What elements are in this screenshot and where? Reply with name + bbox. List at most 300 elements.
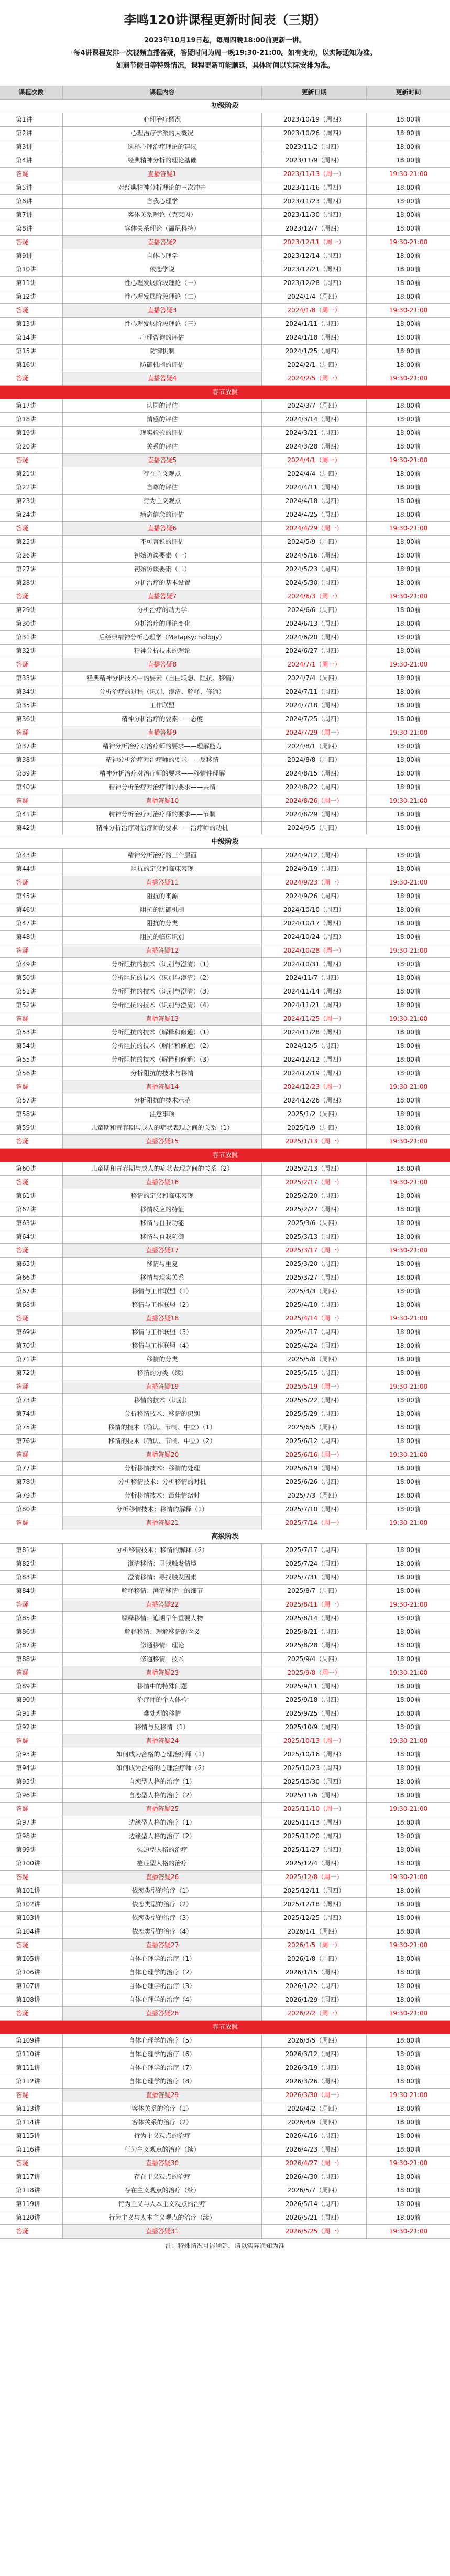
session-number: 第72讲 bbox=[0, 1367, 63, 1380]
update-date: 2024/4/29（周一） bbox=[262, 522, 367, 535]
update-date: 2024/12/26（周四） bbox=[262, 1094, 367, 1107]
update-time: 19:30-21:00 bbox=[389, 1383, 428, 1390]
session-number: 第21讲 bbox=[0, 467, 63, 481]
session-number: 答疑 bbox=[0, 876, 63, 889]
session-content: 精神分析治疗的三个层面 bbox=[63, 849, 262, 862]
update-date: 2025/11/13（周四） bbox=[262, 1816, 367, 1829]
session-number: 第9讲 bbox=[0, 249, 63, 263]
session-content: 病态信念的评估 bbox=[63, 508, 262, 521]
update-date: 2025/4/17（周四） bbox=[262, 1326, 367, 1339]
session-number: 答疑 bbox=[0, 944, 63, 957]
update-date: 2024/11/7（周四） bbox=[262, 972, 367, 985]
update-time: 18:00前 bbox=[396, 783, 421, 791]
update-time: 18:00前 bbox=[396, 702, 421, 709]
lecture-row bbox=[0, 1748, 450, 1762]
lecture-row bbox=[0, 467, 450, 481]
lecture-row bbox=[0, 1339, 450, 1353]
session-number: 第38讲 bbox=[0, 754, 63, 767]
update-date: 2025/11/10（周一） bbox=[262, 1803, 367, 1816]
update-time: 18:00前 bbox=[396, 1778, 421, 1785]
session-content: 直播答疑30 bbox=[63, 2157, 262, 2170]
session-number: 第96讲 bbox=[0, 1789, 63, 1802]
update-time: 18:00前 bbox=[396, 906, 421, 913]
session-number: 第69讲 bbox=[0, 1326, 63, 1339]
holiday-break-row bbox=[0, 2021, 450, 2034]
lecture-row bbox=[0, 1857, 450, 1871]
update-time: 18:00前 bbox=[396, 2037, 421, 2044]
update-date: 2024/5/23（周四） bbox=[262, 563, 367, 576]
session-content: 移情与反移情（1） bbox=[63, 1721, 262, 1734]
session-number: 第70讲 bbox=[0, 1339, 63, 1352]
session-number: 第60讲 bbox=[0, 1162, 63, 1175]
stage-title: 高级阶段 bbox=[211, 1533, 239, 1541]
session-content: 移情反应的特征 bbox=[63, 1203, 262, 1216]
session-content: 不可言说的评估 bbox=[63, 536, 262, 549]
session-number: 第77讲 bbox=[0, 1462, 63, 1475]
update-date: 2025/4/10（周四） bbox=[262, 1298, 367, 1312]
qa-session-row bbox=[0, 1448, 450, 1462]
update-date: 2026/1/5（周一） bbox=[262, 1939, 367, 1952]
update-time: 18:00前 bbox=[396, 293, 421, 300]
session-content: 直播答疑10 bbox=[63, 794, 262, 807]
session-content: 客体关系理论（温尼科特） bbox=[63, 222, 262, 235]
session-number: 第112讲 bbox=[0, 2075, 63, 2088]
update-date: 2024/3/28（周四） bbox=[262, 440, 367, 453]
update-date: 2025/10/9（周四） bbox=[262, 1721, 367, 1734]
update-time: 18:00前 bbox=[396, 1369, 421, 1377]
lecture-row bbox=[0, 222, 450, 236]
session-number: 第28讲 bbox=[0, 576, 63, 590]
session-number: 第46讲 bbox=[0, 903, 63, 916]
session-number: 第12讲 bbox=[0, 290, 63, 303]
lecture-row bbox=[0, 1203, 450, 1217]
update-date: 2025/5/15（周四） bbox=[262, 1367, 367, 1380]
update-time: 19:30-21:00 bbox=[389, 729, 428, 736]
lecture-row bbox=[0, 154, 450, 168]
lecture-row bbox=[0, 604, 450, 617]
update-date: 2024/1/4（周四） bbox=[262, 290, 367, 303]
session-content: 情感的评估 bbox=[63, 413, 262, 426]
update-time: 18:00前 bbox=[396, 1628, 421, 1635]
update-date: 2025/7/3（周四） bbox=[262, 1489, 367, 1502]
session-number: 第90讲 bbox=[0, 1694, 63, 1707]
session-content: 移情与现实关系 bbox=[63, 1271, 262, 1284]
session-content: 行为主义观点 bbox=[63, 495, 262, 508]
session-number: 第11讲 bbox=[0, 277, 63, 290]
update-date: 2026/4/30（周四） bbox=[262, 2170, 367, 2184]
update-date: 2026/1/22（周四） bbox=[262, 1980, 367, 1993]
update-date: 2025/5/29（周四） bbox=[262, 1407, 367, 1421]
qa-session-row bbox=[0, 590, 450, 604]
update-date: 2023/12/7（周四） bbox=[262, 222, 367, 235]
header-date: 更新日期 bbox=[262, 86, 367, 99]
update-date: 2024/6/6（周四） bbox=[262, 604, 367, 617]
session-number: 第64讲 bbox=[0, 1230, 63, 1243]
holiday-break-label: 春节放假 bbox=[212, 1151, 238, 1159]
session-number: 第93讲 bbox=[0, 1748, 63, 1761]
update-date: 2024/8/26（周一） bbox=[262, 794, 367, 807]
session-content: 直播答疑14 bbox=[63, 1080, 262, 1094]
lecture-row bbox=[0, 1162, 450, 1176]
session-content: 移情的技术（识别） bbox=[63, 1394, 262, 1407]
session-content: 强迫型人格的治疗 bbox=[63, 1843, 262, 1857]
update-time: 18:00前 bbox=[396, 647, 421, 654]
update-time: 18:00前 bbox=[396, 1832, 421, 1840]
update-time: 18:00前 bbox=[396, 1546, 421, 1554]
stage-header-row bbox=[0, 835, 450, 849]
session-content: 行为主义观点的治疗 bbox=[63, 2130, 262, 2143]
lecture-row bbox=[0, 1721, 450, 1734]
update-time: 18:00前 bbox=[396, 1328, 421, 1336]
update-date: 2024/6/3（周一） bbox=[262, 590, 367, 603]
session-content: 精神分析治疗对治疗师的要求——治疗师的动机 bbox=[63, 822, 262, 835]
lecture-row bbox=[0, 1680, 450, 1694]
lecture-row bbox=[0, 754, 450, 767]
update-time: 18:00前 bbox=[396, 1342, 421, 1349]
session-number: 第82讲 bbox=[0, 1557, 63, 1570]
lecture-row bbox=[0, 917, 450, 931]
session-number: 第30讲 bbox=[0, 617, 63, 630]
update-date: 2024/10/24（周四） bbox=[262, 931, 367, 944]
update-time: 18:00前 bbox=[396, 2050, 421, 2058]
session-content: 阻抗的临床识别 bbox=[63, 931, 262, 944]
lecture-row bbox=[0, 1258, 450, 1271]
lecture-row bbox=[0, 1421, 450, 1435]
lecture-row bbox=[0, 2102, 450, 2116]
update-time: 18:00前 bbox=[396, 497, 421, 505]
lecture-row bbox=[0, 685, 450, 699]
qa-session-row bbox=[0, 1734, 450, 1748]
session-number: 答疑 bbox=[0, 304, 63, 317]
title-block bbox=[0, 0, 450, 86]
session-number: 第22讲 bbox=[0, 481, 63, 494]
session-number: 第51讲 bbox=[0, 985, 63, 998]
qa-session-row bbox=[0, 372, 450, 386]
lecture-row bbox=[0, 958, 450, 972]
lecture-row bbox=[0, 345, 450, 358]
qa-session-row bbox=[0, 1380, 450, 1394]
lecture-row bbox=[0, 1407, 450, 1421]
qa-session-row bbox=[0, 1939, 450, 1952]
session-content: 分析治疗的动力学 bbox=[63, 604, 262, 617]
session-number: 答疑 bbox=[0, 454, 63, 467]
update-date: 2026/4/16（周四） bbox=[262, 2130, 367, 2143]
schedule-table bbox=[0, 86, 450, 2239]
update-time: 18:00前 bbox=[396, 1764, 421, 1772]
session-number: 答疑 bbox=[0, 590, 63, 603]
session-number: 第87讲 bbox=[0, 1639, 63, 1652]
page-title: 李鸣120讲课程更新时间表（三期） bbox=[124, 13, 326, 27]
lecture-row bbox=[0, 1189, 450, 1203]
session-content: 直播答疑17 bbox=[63, 1244, 262, 1257]
session-content: 直播答疑2 bbox=[63, 236, 262, 249]
session-number: 第80讲 bbox=[0, 1503, 63, 1516]
session-number: 第86讲 bbox=[0, 1625, 63, 1639]
update-time: 18:00前 bbox=[396, 347, 421, 355]
update-date: 2024/11/14（周四） bbox=[262, 985, 367, 998]
lecture-row bbox=[0, 277, 450, 290]
lecture-row bbox=[0, 440, 450, 454]
update-date: 2023/11/30（周四） bbox=[262, 209, 367, 222]
update-time: 18:00前 bbox=[396, 1001, 421, 1009]
update-date: 2024/1/25（周四） bbox=[262, 345, 367, 358]
session-content: 自体心理学的治疗（4） bbox=[63, 1993, 262, 2006]
session-number: 第91讲 bbox=[0, 1707, 63, 1720]
stage-header-row bbox=[0, 1530, 450, 1544]
update-date: 2025/8/14（周四） bbox=[262, 1612, 367, 1625]
update-date: 2025/6/19（周四） bbox=[262, 1462, 367, 1475]
session-content: 直播答疑23 bbox=[63, 1666, 262, 1679]
session-number: 第6讲 bbox=[0, 195, 63, 208]
session-content: 自体心理学的治疗（6） bbox=[63, 2048, 262, 2061]
update-date: 2025/3/6（周四） bbox=[262, 1217, 367, 1230]
update-date: 2025/4/14（周一） bbox=[262, 1312, 367, 1325]
lecture-row bbox=[0, 2048, 450, 2061]
session-content: 直播答疑27 bbox=[63, 1939, 262, 1952]
session-number: 答疑 bbox=[0, 1380, 63, 1393]
update-time: 18:00前 bbox=[396, 429, 421, 436]
update-date: 2024/6/13（周四） bbox=[262, 617, 367, 630]
update-time: 18:00前 bbox=[396, 1996, 421, 2003]
update-time: 19:30-21:00 bbox=[389, 2091, 428, 2099]
update-time: 18:00前 bbox=[396, 1819, 421, 1826]
update-time: 18:00前 bbox=[396, 157, 421, 164]
update-date: 2024/1/18（周四） bbox=[262, 331, 367, 344]
update-time: 18:00前 bbox=[396, 484, 421, 491]
update-time: 18:00前 bbox=[396, 470, 421, 477]
qa-session-row bbox=[0, 522, 450, 536]
lecture-row bbox=[0, 1298, 450, 1312]
session-number: 第62讲 bbox=[0, 1203, 63, 1216]
lecture-row bbox=[0, 1707, 450, 1721]
qa-session-row bbox=[0, 1666, 450, 1680]
update-date: 2023/11/2（周四） bbox=[262, 140, 367, 154]
lecture-row bbox=[0, 631, 450, 645]
update-date: 2025/6/16（周一） bbox=[262, 1448, 367, 1461]
session-number: 第76讲 bbox=[0, 1435, 63, 1448]
session-number: 第31讲 bbox=[0, 631, 63, 644]
update-time: 19:30-21:00 bbox=[389, 375, 428, 382]
update-date: 2025/3/20（周四） bbox=[262, 1258, 367, 1271]
session-number: 答疑 bbox=[0, 372, 63, 385]
session-number: 第79讲 bbox=[0, 1489, 63, 1502]
update-time: 18:00前 bbox=[396, 770, 421, 777]
update-time: 18:00前 bbox=[396, 1069, 421, 1077]
session-number: 答疑 bbox=[0, 522, 63, 535]
session-content: 边缘型人格的治疗（2） bbox=[63, 1830, 262, 1843]
session-content: 移情中的特殊问题 bbox=[63, 1680, 262, 1693]
update-time: 18:00前 bbox=[396, 143, 421, 150]
session-number: 第19讲 bbox=[0, 427, 63, 440]
update-time: 18:00前 bbox=[396, 1124, 421, 1131]
update-date: 2026/4/23（周四） bbox=[262, 2143, 367, 2156]
session-content: 心理治疗概况 bbox=[63, 113, 262, 126]
update-date: 2024/7/4（周四） bbox=[262, 672, 367, 685]
update-time: 19:30-21:00 bbox=[389, 1601, 428, 1608]
session-number: 第52讲 bbox=[0, 999, 63, 1012]
session-number: 第43讲 bbox=[0, 849, 63, 862]
update-date: 2024/4/18（周四） bbox=[262, 495, 367, 508]
session-number: 第111讲 bbox=[0, 2061, 63, 2075]
session-content: 行为主义与人本主义观点的治疗 bbox=[63, 2198, 262, 2211]
update-date: 2024/6/20（周四） bbox=[262, 631, 367, 644]
lecture-row bbox=[0, 2170, 450, 2184]
session-content: 修通移情：理论 bbox=[63, 1639, 262, 1652]
session-number: 第45讲 bbox=[0, 890, 63, 903]
lecture-row bbox=[0, 617, 450, 631]
update-date: 2026/4/2（周四） bbox=[262, 2102, 367, 2115]
update-time: 18:00前 bbox=[396, 1751, 421, 1758]
update-date: 2024/12/12（周四） bbox=[262, 1053, 367, 1066]
session-number: 第65讲 bbox=[0, 1258, 63, 1271]
update-time: 18:00前 bbox=[396, 361, 421, 368]
session-number: 第10讲 bbox=[0, 263, 63, 276]
lecture-row bbox=[0, 1503, 450, 1516]
lecture-row bbox=[0, 358, 450, 372]
update-date: 2026/4/9（周四） bbox=[262, 2116, 367, 2129]
update-date: 2024/10/17（周四） bbox=[262, 917, 367, 930]
session-content: 移情的技术（确认、节制、中立）（1） bbox=[63, 1421, 262, 1434]
session-content: 直播答疑26 bbox=[63, 1871, 262, 1884]
session-content: 分析移情技术：分析移情的时机 bbox=[63, 1476, 262, 1489]
session-number: 第48讲 bbox=[0, 931, 63, 944]
update-time: 18:00前 bbox=[396, 960, 421, 968]
session-content: 直播答疑15 bbox=[63, 1135, 262, 1148]
update-date: 2023/10/19（周四） bbox=[262, 113, 367, 126]
update-date: 2024/4/11（周四） bbox=[262, 481, 367, 494]
update-time: 18:00前 bbox=[396, 1683, 421, 1690]
session-number: 第58讲 bbox=[0, 1108, 63, 1121]
update-date: 2023/11/23（周四） bbox=[262, 195, 367, 208]
lecture-row bbox=[0, 808, 450, 822]
update-time: 18:00前 bbox=[396, 1642, 421, 1649]
session-content: 分析治疗的过程（识别、澄清、解释、修通） bbox=[63, 685, 262, 698]
session-content: 移情与工作联盟（2） bbox=[63, 1298, 262, 1312]
session-content: 分析移情技术：移情的识别 bbox=[63, 1407, 262, 1421]
lecture-row bbox=[0, 740, 450, 754]
holiday-break-row bbox=[0, 386, 450, 399]
session-content: 分析阻抗的技术（识别与澄清）（2） bbox=[63, 972, 262, 985]
update-time: 18:00前 bbox=[396, 2200, 421, 2208]
update-time: 18:00前 bbox=[396, 920, 421, 927]
session-content: 依恋类型的治疗（1） bbox=[63, 1884, 262, 1897]
update-date: 2025/12/11（周四） bbox=[262, 1884, 367, 1897]
lecture-row bbox=[0, 1121, 450, 1135]
update-date: 2025/11/27（周四） bbox=[262, 1843, 367, 1857]
update-time: 18:00前 bbox=[396, 620, 421, 627]
update-time: 19:30-21:00 bbox=[389, 456, 428, 464]
lecture-row bbox=[0, 318, 450, 331]
lecture-row bbox=[0, 1980, 450, 1993]
session-number: 第14讲 bbox=[0, 331, 63, 344]
update-time: 18:00前 bbox=[396, 1696, 421, 1704]
update-date: 2024/9/19（周四） bbox=[262, 863, 367, 876]
lecture-row bbox=[0, 263, 450, 277]
session-content: 心理咨询的评估 bbox=[63, 331, 262, 344]
session-number: 第49讲 bbox=[0, 958, 63, 971]
session-content: 儿童期和青春期与成人的症状表现之间的关系（2） bbox=[63, 1162, 262, 1175]
update-time: 18:00前 bbox=[396, 2119, 421, 2126]
update-date: 2025/5/19（周一） bbox=[262, 1380, 367, 1393]
update-time: 18:00前 bbox=[396, 988, 421, 995]
session-number: 第109讲 bbox=[0, 2034, 63, 2047]
lecture-row bbox=[0, 2184, 450, 2198]
update-date: 2024/8/8（周四） bbox=[262, 754, 367, 767]
lecture-row bbox=[0, 822, 450, 835]
session-content: 移情与自我功能 bbox=[63, 1217, 262, 1230]
lecture-row bbox=[0, 1462, 450, 1476]
update-time: 19:30-21:00 bbox=[389, 238, 428, 246]
update-date: 2025/8/28（周四） bbox=[262, 1639, 367, 1652]
session-content: 分析治疗的基本设置 bbox=[63, 576, 262, 590]
session-number: 第68讲 bbox=[0, 1298, 63, 1312]
update-time: 18:00前 bbox=[396, 1356, 421, 1363]
lecture-row bbox=[0, 113, 450, 127]
lecture-row bbox=[0, 2198, 450, 2211]
session-content: 直播答疑4 bbox=[63, 372, 262, 385]
update-date: 2025/6/5（周四） bbox=[262, 1421, 367, 1434]
update-date: 2025/6/26（周四） bbox=[262, 1476, 367, 1489]
update-time: 18:00前 bbox=[396, 1110, 421, 1118]
qa-session-row bbox=[0, 1176, 450, 1189]
session-content: 自恋型人格的治疗（2） bbox=[63, 1789, 262, 1802]
session-number: 第98讲 bbox=[0, 1830, 63, 1843]
update-date: 2024/8/22（周四） bbox=[262, 781, 367, 794]
session-content: 注意事项 bbox=[63, 1108, 262, 1121]
session-content: 分析阻抗的技术与移情 bbox=[63, 1067, 262, 1080]
lecture-row bbox=[0, 1653, 450, 1666]
lecture-row bbox=[0, 290, 450, 304]
session-number: 第66讲 bbox=[0, 1271, 63, 1284]
update-date: 2023/12/21（周四） bbox=[262, 263, 367, 276]
update-time: 19:30-21:00 bbox=[389, 1083, 428, 1090]
lecture-row bbox=[0, 672, 450, 685]
holiday-break-row bbox=[0, 1149, 450, 1162]
update-date: 2024/8/29（周四） bbox=[262, 808, 367, 821]
lecture-row bbox=[0, 2116, 450, 2130]
session-number: 第73讲 bbox=[0, 1394, 63, 1407]
update-time: 19:30-21:00 bbox=[389, 1805, 428, 1813]
session-content: 精神分析治疗的要素——态度 bbox=[63, 713, 262, 726]
session-content: 客体关系理论（克莱因） bbox=[63, 209, 262, 222]
session-number: 第113讲 bbox=[0, 2102, 63, 2115]
update-date: 2023/12/28（周四） bbox=[262, 277, 367, 290]
update-date: 2023/11/9（周四） bbox=[262, 154, 367, 167]
session-number: 第71讲 bbox=[0, 1353, 63, 1366]
lecture-row bbox=[0, 985, 450, 999]
session-content: 移情的分类（续） bbox=[63, 1367, 262, 1380]
update-date: 2026/3/26（周四） bbox=[262, 2075, 367, 2088]
session-content: 解释移情：澄清移情中的细节 bbox=[63, 1585, 262, 1598]
update-date: 2025/10/13（周一） bbox=[262, 1734, 367, 1748]
update-date: 2025/2/20（周四） bbox=[262, 1189, 367, 1203]
update-time: 19:30-21:00 bbox=[389, 2228, 428, 2235]
update-time: 18:00前 bbox=[396, 1219, 421, 1227]
qa-session-row bbox=[0, 2157, 450, 2170]
session-content: 治疗师的个人体验 bbox=[63, 1694, 262, 1707]
lecture-row bbox=[0, 1094, 450, 1108]
session-number: 答疑 bbox=[0, 2225, 63, 2238]
update-time: 18:00前 bbox=[396, 892, 421, 900]
session-number: 答疑 bbox=[0, 2007, 63, 2020]
update-date: 2026/1/29（周四） bbox=[262, 1993, 367, 2006]
session-number: 第54讲 bbox=[0, 1040, 63, 1053]
lecture-row bbox=[0, 1435, 450, 1448]
update-date: 2025/9/18（周四） bbox=[262, 1694, 367, 1707]
session-content: 依恋类型的治疗（3） bbox=[63, 1912, 262, 1925]
intro-line-1: 2023年10月19日起，每周四晚18:00前更新一讲。 bbox=[144, 37, 306, 45]
session-content: 自体心理学的治疗（5） bbox=[63, 2034, 262, 2047]
